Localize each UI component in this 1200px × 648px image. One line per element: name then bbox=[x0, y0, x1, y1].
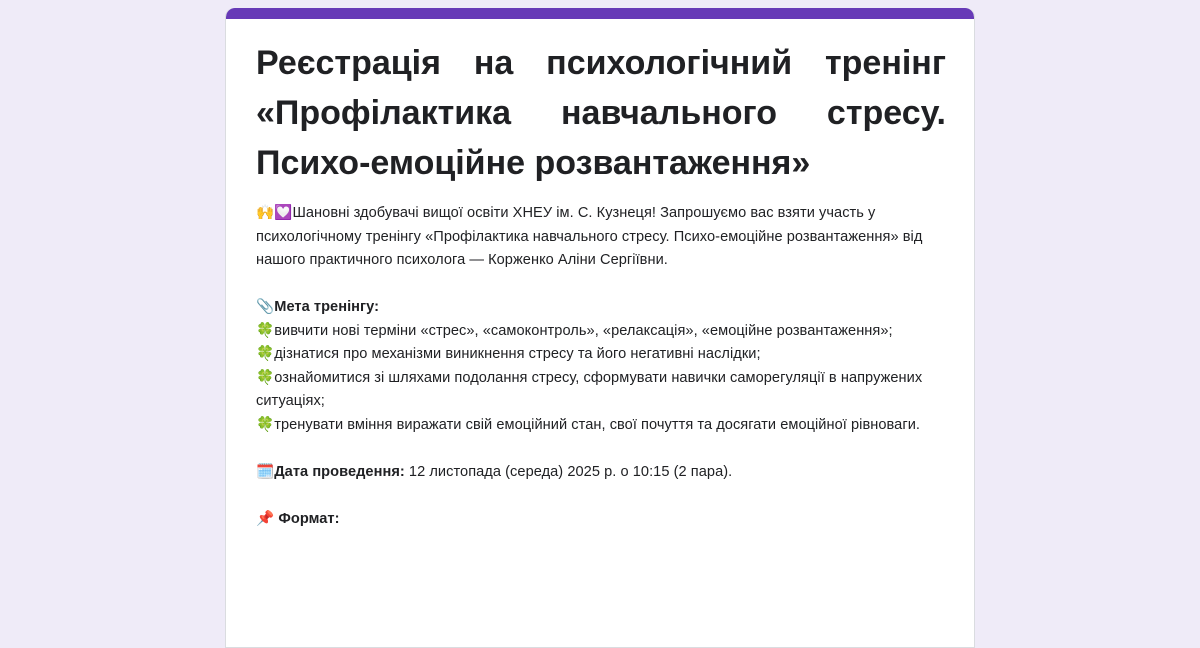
paperclip-icon: 📎 bbox=[256, 299, 275, 315]
goals-heading-text: Мета тренінгу: bbox=[274, 299, 380, 315]
form-header-card bbox=[225, 8, 975, 648]
intro-text: Шановні здобувачі вищої освіти ХНЕУ ім. С. Кузнеця! Запрошуємо вас взяти участь у психологічному тренінгу «Профілактика навчального стресу. Психо-емоційне розвантаження» від нашого практичного психолога — Корженко Аліни Сергіївни. bbox=[256, 205, 923, 268]
goals-heading bbox=[256, 296, 946, 320]
clover-icon: 🍀 bbox=[256, 346, 275, 362]
form-title: Реєстрація на психологічний тренінг «Профілактика навчального стресу. Психо-емоційне розвантаження» bbox=[256, 44, 946, 182]
goal-item bbox=[256, 367, 946, 414]
form-description bbox=[256, 202, 946, 531]
form-header-content bbox=[256, 38, 946, 531]
pushpin-icon: 📌 bbox=[256, 510, 275, 527]
goal-item bbox=[256, 414, 946, 438]
goal-item bbox=[256, 343, 946, 367]
format-label: Формат: bbox=[278, 510, 340, 527]
hands-heart-icon: 🙌💟 bbox=[256, 205, 293, 221]
date-value: 12 листопада (середа) 2025 р. о 10:15 (2 пара). bbox=[404, 463, 733, 480]
goal-text: тренувати вміння виражати свій емоційний стан, свої почуття та досягати емоційної рівноваги. bbox=[274, 416, 921, 433]
goal-text: вивчити нові терміни «стрес», «самоконтроль», «релаксація», «емоційне розвантаження»; bbox=[274, 322, 893, 339]
clover-icon: 🍀 bbox=[256, 416, 275, 433]
format-line bbox=[256, 508, 946, 532]
accent-bar bbox=[226, 8, 974, 19]
goal-text: ознайомитися зі шляхами подолання стресу, сформувати навички саморегуляції в напружених ситуаціях; bbox=[256, 369, 923, 409]
calendar-icon: 🗓️ bbox=[256, 463, 275, 480]
clover-icon: 🍀 bbox=[256, 369, 275, 386]
goal-item bbox=[256, 320, 946, 344]
clover-icon: 🍀 bbox=[256, 322, 275, 339]
goal-text: дізнатися про механізми виникнення стресу та його негативні наслідки; bbox=[274, 346, 761, 362]
intro-paragraph bbox=[256, 202, 946, 273]
date-line bbox=[256, 461, 946, 485]
date-label: Дата проведення: bbox=[274, 463, 405, 480]
